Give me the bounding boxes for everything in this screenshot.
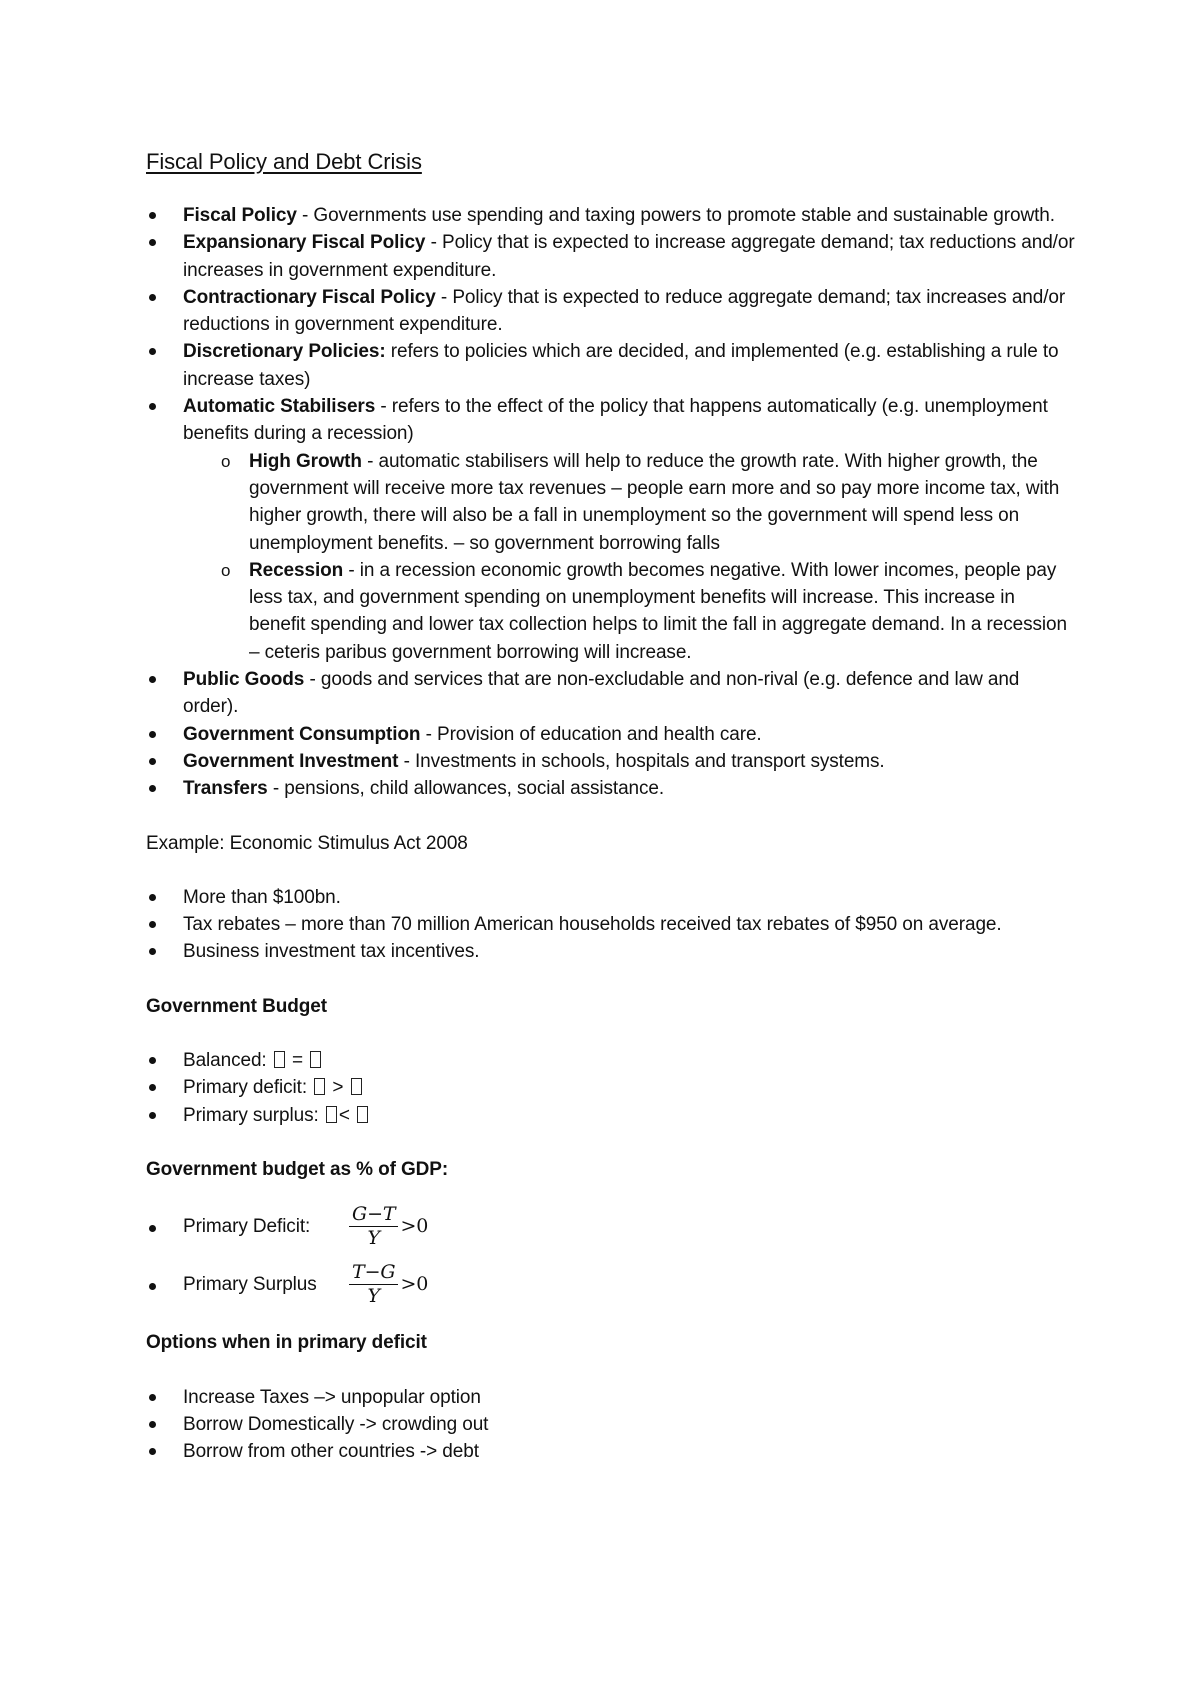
spacer: [146, 1183, 1076, 1197]
list-item: Borrow Domestically -> crowding out: [146, 1411, 1076, 1438]
missing-glyph-box: [274, 1051, 285, 1068]
sub-list-item: [146, 448, 1076, 557]
definition-text: - Governments use spending and taxing powers to promote stable and sustainable growth.: [296, 205, 1055, 226]
list-item: Tax rebates – more than 70 million American households received tax rebates of $950 on average.: [146, 911, 1076, 938]
definition-text: refers to policies which are decided, and implemented (e.g. establishing a rule to increase taxes): [183, 341, 1059, 390]
term: Discretionary Policies:: [183, 341, 386, 363]
definition-text: - automatic stabilisers will help to reduce the growth rate. With higher growth, the government will receive more tax revenues – people earn more and so pay more income tax, with higher growth, there will also be a fall in unemployment so the government will spend less on unemployment benefits. – so government borrowing falls: [249, 450, 1060, 554]
definition-text: - Policy that is expected to increase aggregate demand; tax reductions and/or increases in government expenditure.: [183, 232, 1075, 281]
numerator: G−T: [349, 1203, 398, 1227]
fraction: [349, 1261, 398, 1308]
term: Automatic Stabilisers: [183, 396, 376, 418]
missing-glyph-box: [357, 1106, 368, 1123]
budget-gdp-heading: Government budget as % of GDP:: [146, 1158, 449, 1180]
budget-heading: Government Budget: [146, 995, 327, 1017]
missing-glyph-box: [326, 1106, 337, 1123]
formula-surplus: [146, 1255, 1076, 1313]
document-content: [146, 148, 1076, 1465]
term: Expansionary Fiscal Policy: [183, 232, 426, 254]
formula-label: Primary Deficit:: [183, 1215, 311, 1237]
spacer: [146, 857, 1076, 884]
fraction: [349, 1203, 398, 1250]
sub-list: [146, 448, 1076, 666]
list-item: [146, 338, 1076, 393]
spacer: [146, 1357, 1076, 1384]
missing-glyph-box: [310, 1051, 321, 1068]
sub-item-body: [219, 557, 1076, 666]
budget-operator: <: [338, 1104, 356, 1126]
term: Recession: [249, 559, 344, 581]
term: Transfers: [183, 778, 268, 800]
budget-label: Primary surplus:: [183, 1104, 324, 1126]
budget-label: Primary deficit:: [183, 1077, 313, 1099]
list-item: [146, 748, 1076, 775]
definition-text: - Investments in schools, hospitals and transport systems.: [398, 750, 885, 772]
spacer: [146, 966, 1076, 993]
list-item: [146, 721, 1076, 748]
term: Public Goods: [183, 669, 305, 691]
budget-operator: >: [327, 1077, 349, 1099]
spacer: [146, 1129, 1076, 1156]
formula-deficit: [146, 1197, 1076, 1255]
definitions-list-2: [146, 666, 1076, 802]
list-item: [146, 284, 1076, 339]
relation: >0: [400, 1214, 429, 1237]
term: Government Consumption: [183, 723, 421, 745]
numerator: T−G: [349, 1261, 398, 1285]
term: High Growth: [249, 450, 362, 472]
definition-text: - Policy that is expected to reduce aggregate demand; tax increases and/or reductions in government expenditure.: [183, 286, 1066, 336]
formula-label: Primary Surplus: [183, 1273, 317, 1295]
spacer: [146, 1313, 1076, 1329]
page-title: Fiscal Policy and Debt Crisis: [146, 149, 422, 174]
options-list: [146, 1384, 1076, 1466]
sub-bullet-marker: o: [221, 451, 231, 471]
budget-label: Balanced:: [183, 1050, 272, 1072]
spacer: [146, 803, 1076, 830]
denominator: Y: [367, 1226, 380, 1249]
definition-text: - pensions, child allowances, social assistance.: [267, 778, 665, 800]
list-item: [146, 1102, 1076, 1129]
list-item: [146, 393, 1076, 448]
missing-glyph-box: [351, 1078, 362, 1095]
term: Fiscal Policy: [183, 205, 297, 226]
list-item: [146, 1047, 1076, 1074]
term: Contractionary Fiscal Policy: [183, 286, 436, 308]
definition-text: - Provision of education and health care.: [420, 723, 762, 745]
list-item: [146, 229, 1076, 284]
denominator: Y: [367, 1284, 380, 1307]
list-item: [146, 775, 1076, 802]
example-heading: Example: Economic Stimulus Act 2008: [146, 832, 468, 854]
relation: >0: [400, 1272, 429, 1295]
budget-list: [146, 1047, 1076, 1129]
sub-bullet-marker: o: [221, 560, 231, 580]
list-item: Increase Taxes –> unpopular option: [146, 1384, 1076, 1411]
definitions-list: [146, 202, 1076, 448]
definition-text: - in a recession economic growth becomes negative. With lower incomes, people pay less tax, and government spending on unemployment benefits will increase. This increase in benefit spending and lower tax collection helps to limit the fall in aggregate demand. In a recession – ceteris paribus government borrowing will increase.: [249, 559, 1067, 663]
sub-list-item: [146, 557, 1076, 666]
definition-text: - goods and services that are non-excludable and non-rival (e.g. defence and law and order).: [183, 669, 1020, 718]
list-item: Borrow from other countries -> debt: [146, 1438, 1076, 1465]
spacer: [146, 1020, 1076, 1047]
definition-text: - refers to the effect of the policy that happens automatically (e.g. unemployment benefits during a recession): [183, 396, 1048, 445]
options-heading: Options when in primary deficit: [146, 1332, 427, 1354]
list-item: [146, 202, 1076, 229]
list-item: [146, 1074, 1076, 1101]
term: Government Investment: [183, 750, 399, 772]
example-list: [146, 884, 1076, 966]
list-item: [146, 666, 1076, 721]
list-item: Business investment tax incentives.: [146, 938, 1076, 965]
budget-operator: =: [286, 1050, 309, 1072]
missing-glyph-box: [314, 1078, 325, 1095]
sub-item-body: [219, 448, 1076, 557]
list-item: More than $100bn.: [146, 884, 1076, 911]
